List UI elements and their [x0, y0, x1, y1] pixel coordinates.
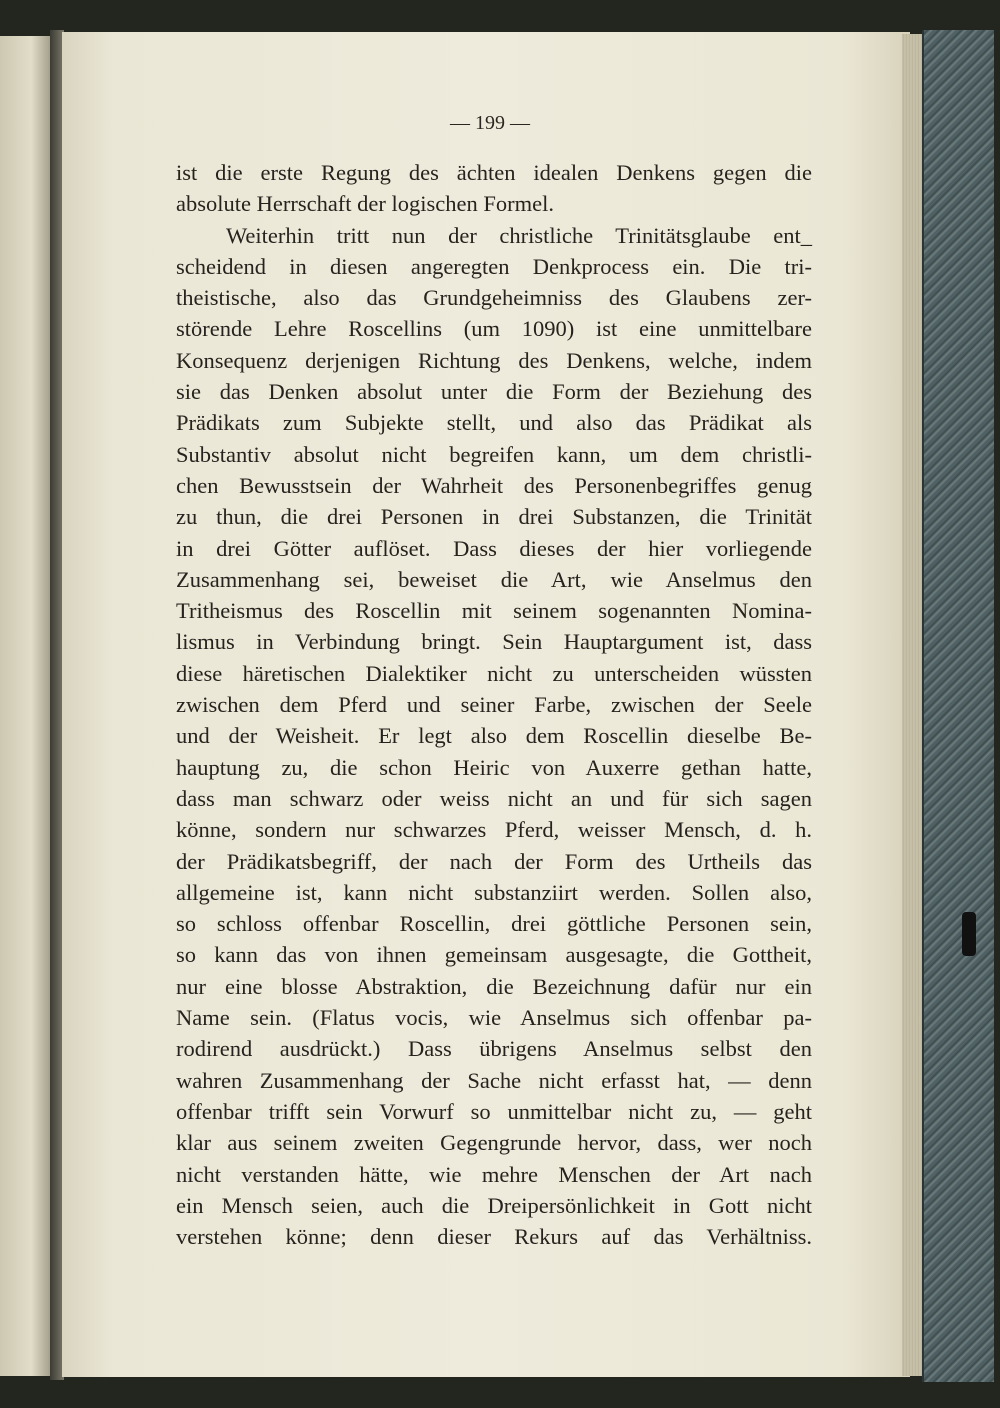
text-line: könne, sondern nur schwarzes Pferd, weisser Mensch, d. h.: [176, 817, 812, 843]
text-line: zwischen dem Pferd und seiner Farbe, zwischen der Seele: [176, 692, 812, 718]
text-line: so kann das von ihnen gemeinsam ausgesagte, die Gottheit,: [176, 942, 812, 968]
text-line: in drei Götter auflöset. Dass dieses der hier vorliegende: [176, 535, 812, 561]
text-line: rodirend ausdrückt.) Dass übrigens Anselmus selbst den: [176, 1036, 812, 1062]
header-dash-left: —: [450, 112, 470, 134]
text-line: klar aus seinem zweiten Gegengrunde hervor, dass, wer noch: [176, 1130, 812, 1156]
text-line: absolute Herrschaft der logischen Formel.: [176, 191, 555, 217]
text-line: ist die erste Regung des ächten idealen Denkens gegen die: [176, 160, 812, 185]
text-line: Weiterhin tritt nun der christliche Trinitätsglaube ent_: [226, 222, 812, 248]
text-line: zu thun, die drei Personen in drei Substanzen, die Trinität: [176, 504, 812, 530]
page-header: [420, 112, 560, 142]
text-line: der Prädikatsbegriff, der nach der Form des Urtheils das: [176, 848, 812, 874]
text-line: sie das Denken absolut unter die Form der Beziehung des: [176, 379, 812, 405]
text-line: chen Bewusstsein der Wahrheit des Personenbegriffes genug: [176, 472, 812, 498]
text-line: dass man schwarz oder weiss nicht an und für sich sagen: [176, 785, 812, 811]
text-line: allgemeine ist, kann nicht substanziirt werden. Sollen also,: [176, 879, 812, 905]
text-line: Tritheismus des Roscellin mit seinem sogenannten Nomina-: [176, 598, 812, 624]
text-line: Konsequenz derjenigen Richtung des Denkens, welche, indem: [176, 347, 812, 373]
page-number: 199: [475, 112, 505, 134]
header-dash-right: —: [510, 112, 530, 134]
text-line: ein Mensch seien, auch die Dreipersönlichkeit in Gott nicht: [176, 1192, 812, 1218]
text-line: Prädikats zum Subjekte stellt, und also das Prädikat als: [176, 410, 812, 436]
text-line: scheidend in diesen angeregten Denkprocess ein. Die tri-: [176, 253, 812, 279]
text-line: diese häretischen Dialektiker nicht zu unterscheiden wüssten: [176, 660, 812, 686]
text-line: wahren Zusammenhang der Sache nicht erfasst hat, — denn: [176, 1067, 812, 1093]
previous-page-edge: [0, 36, 52, 1376]
text-line: Substantiv absolut nicht begreifen kann, um dem christli-: [176, 441, 812, 467]
text-line: theistische, also das Grundgeheimniss des Glaubens zer-: [176, 285, 812, 311]
text-line: offenbar trifft sein Vorwurf so unmittelbar nicht zu, — geht: [176, 1098, 812, 1124]
text-line: lismus in Verbindung bringt. Sein Hauptargument ist, dass: [176, 629, 812, 655]
text-line: verstehen könne; denn dieser Rekurs auf das Verhältniss.: [176, 1224, 812, 1250]
body-text: [176, 157, 812, 1252]
cover-clasp: [962, 912, 976, 956]
page-stack-edges: [902, 34, 924, 1376]
text-line: hauptung zu, die schon Heiric von Auxerre gethan hatte,: [176, 754, 812, 780]
text-line: so schloss offenbar Roscellin, drei göttliche Personen sein,: [176, 911, 812, 937]
text-line: Name sein. (Flatus vocis, wie Anselmus sich offenbar pa-: [176, 1005, 812, 1031]
text-line: und der Weisheit. Er legt also dem Roscellin dieselbe Be-: [176, 723, 812, 749]
text-line: Zusammenhang sei, beweiset die Art, wie Anselmus den: [176, 566, 812, 592]
text-line: störende Lehre Roscellins (um 1090) ist eine unmittelbare: [176, 316, 812, 342]
text-line: nur eine blosse Abstraktion, die Bezeichnung dafür nur ein: [176, 973, 812, 999]
text-line: nicht verstanden hätte, wie mehre Menschen der Art nach: [176, 1161, 812, 1187]
book-cover: [922, 30, 994, 1382]
